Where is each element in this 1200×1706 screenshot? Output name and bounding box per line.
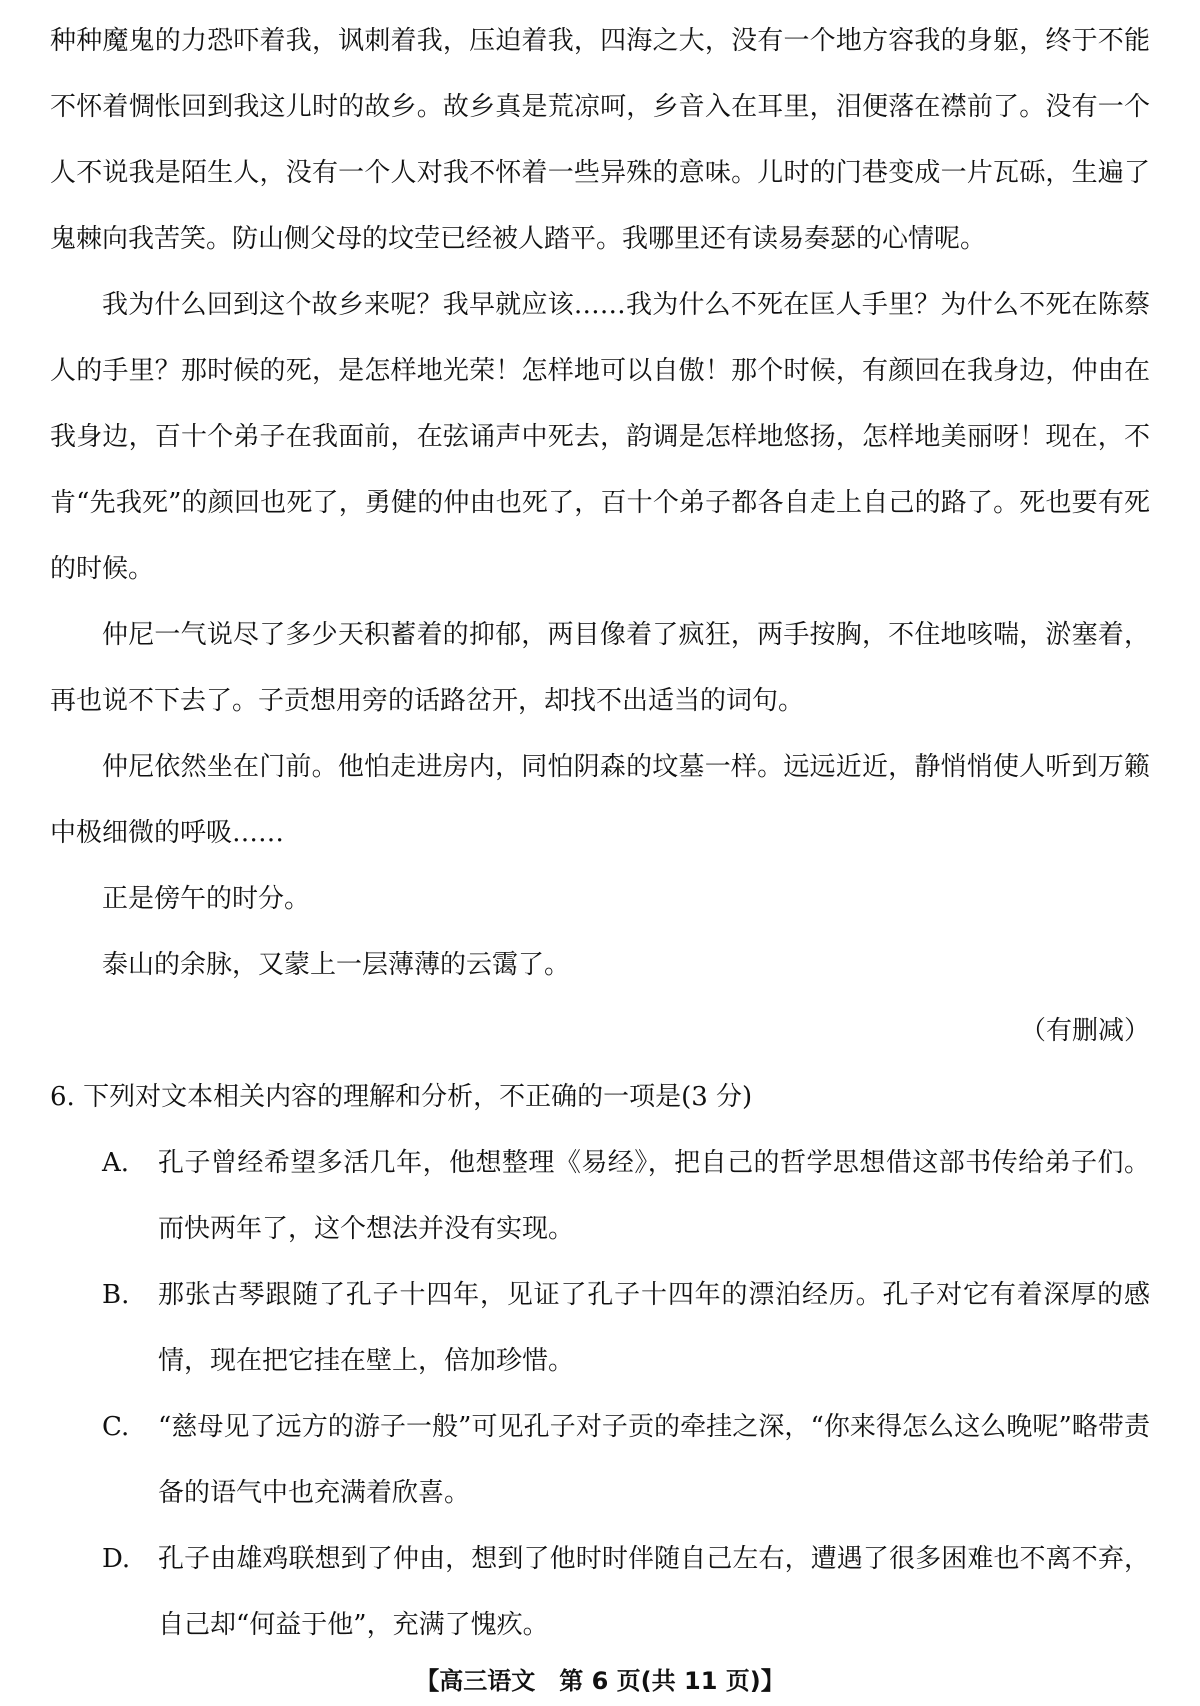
question-6 [50, 1064, 1150, 1658]
passage-paragraph: 我为什么回到这个故乡来呢？我早就应该……我为什么不死在匡人手里？为什么不死在陈蔡人的手里？那时候的死，是怎样地光荣！怎样地可以自傲！那个时候，有颜回在我身边，仲由在我身边，百十个弟子在我面前，在弦诵声中死去，韵调是怎样地悠扬，怎样地美丽呀！现在，不肯“先我死”的颜回也死了，勇健的仲由也死了，百十个弟子都各自走上自己的路了。死也要有死的时候。 [50, 290, 1150, 584]
option-letter: C. [102, 1412, 130, 1442]
passage-paragraph: 仲尼依然坐在门前。他怕走进房内，同怕阴森的坟墓一样。远远近近，静悄悄使人听到万籁中极细微的呼吸…… [50, 752, 1150, 848]
option-text: “慈母见了远方的游子一般”可见孔子对子贡的牵挂之深，“你来得怎么这么晚呢”略带责备的语气中也充满着欣喜。 [158, 1412, 1150, 1508]
question-stem: 6. 下列对文本相关内容的理解和分析，不正确的一项是(3 分) [50, 1082, 753, 1112]
option-text: 那张古琴跟随了孔子十四年，见证了孔子十四年的漂泊经历。孔子对它有着深厚的感情，现在把它挂在壁上，倍加珍惜。 [158, 1280, 1150, 1376]
question-options [50, 1130, 1150, 1658]
passage-paragraph: 种种魔鬼的力恐吓着我，讽刺着我，压迫着我，四海之大，没有一个地方容我的身躯，终于不能不怀着惆怅回到我这儿时的故乡。故乡真是荒凉呵，乡音入在耳里，泪便落在襟前了。没有一个人不说我是陌生人，没有一个人对我不怀着一些异殊的意味。儿时的门巷变成一片瓦砾，生遍了鬼棘向我苦笑。防山侧父母的坟茔已经被人踏平。我哪里还有读易奏瑟的心情呢。 [50, 26, 1150, 254]
option-letter: B. [102, 1280, 130, 1310]
option-text: 孔子曾经希望多活几年，他想整理《易经》，把自己的哲学思想借这部书传给弟子们。而快两年了，这个想法并没有实现。 [158, 1148, 1150, 1244]
option-c [50, 1394, 1150, 1526]
option-a [50, 1130, 1150, 1262]
source-note: （有删减） [1019, 1016, 1150, 1046]
option-text: 孔子由雄鸡联想到了仲由，想到了他时时伴随自己左右，遭遇了很多困难也不离不弃，自己却“何益于他”，充满了愧疚。 [158, 1544, 1150, 1640]
reading-passage [50, 8, 1150, 998]
option-d [50, 1526, 1150, 1658]
passage-paragraph: 仲尼一气说尽了多少天积蓄着的抑郁，两目像着了疯狂，两手按胸，不住地咳喘，淤塞着，再也说不下去了。子贡想用旁的话路岔开，却找不出适当的词句。 [50, 620, 1150, 716]
passage-paragraph: 正是傍午的时分。 [102, 884, 311, 914]
page-footer: 【高三语文 第 6 页(共 11 页)】 [415, 1667, 785, 1695]
option-letter: A. [102, 1148, 130, 1178]
option-letter: D. [102, 1544, 131, 1574]
option-b [50, 1262, 1150, 1394]
exam-page [50, 8, 1150, 1648]
passage-paragraph: 泰山的余脉，又蒙上一层薄薄的云霭了。 [102, 950, 571, 980]
